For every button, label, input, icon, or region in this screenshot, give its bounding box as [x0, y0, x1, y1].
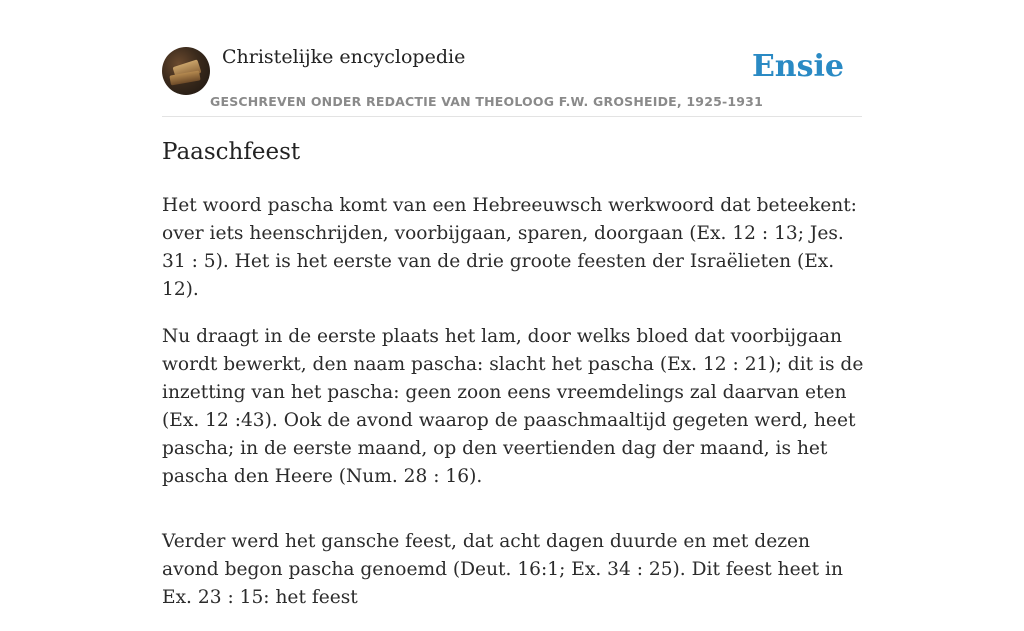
article-title: Paaschfeest [162, 139, 301, 165]
site-header [162, 45, 862, 117]
article-body [162, 192, 867, 631]
article-paragraph: Het woord pascha komt van een Hebreeuwsch werkwoord dat beteekent: over iets heenschrijden, voorbijgaan, sparen, doorgaan (Ex. 12 : 13; Jes. 31 : 5). Het is het eerste van de drie groote feesten der Israëlieten (Ex. 12). [162, 195, 857, 300]
brand-logo-link[interactable]: Ensie [751, 49, 844, 84]
article-paragraph: Verder werd het gansche feest, dat acht dagen duurde en met dezen avond begon pascha genoemd (Deut. 16:1; Ex. 34 : 25). Dit feest heet in Ex. 23 : 15: het feest [162, 531, 843, 608]
article-paragraph: Nu draagt in de eerste plaats het lam, door welks bloed dat voorbijgaan wordt bewerkt, den naam pascha: slacht het pascha (Ex. 12 : 21); dit is de inzetting van het pascha: geen zoon eens vreemdelings zal daarvan eten (Ex. 12 :43). Ook de avond waarop de paaschmaaltijd gegeten werd, heet pascha; in de eerste maand, op den veertienden dag der maand, is het pascha den Heere (Num. 28 : 16). [162, 326, 864, 487]
site-logo-avatar[interactable] [162, 47, 210, 95]
site-name-link[interactable]: Christelijke encyclopedie [222, 46, 466, 68]
site-subtitle: GESCHREVEN ONDER REDACTIE VAN THEOLOOG F.W. GROSHEIDE, 1925-1931 [210, 94, 763, 109]
